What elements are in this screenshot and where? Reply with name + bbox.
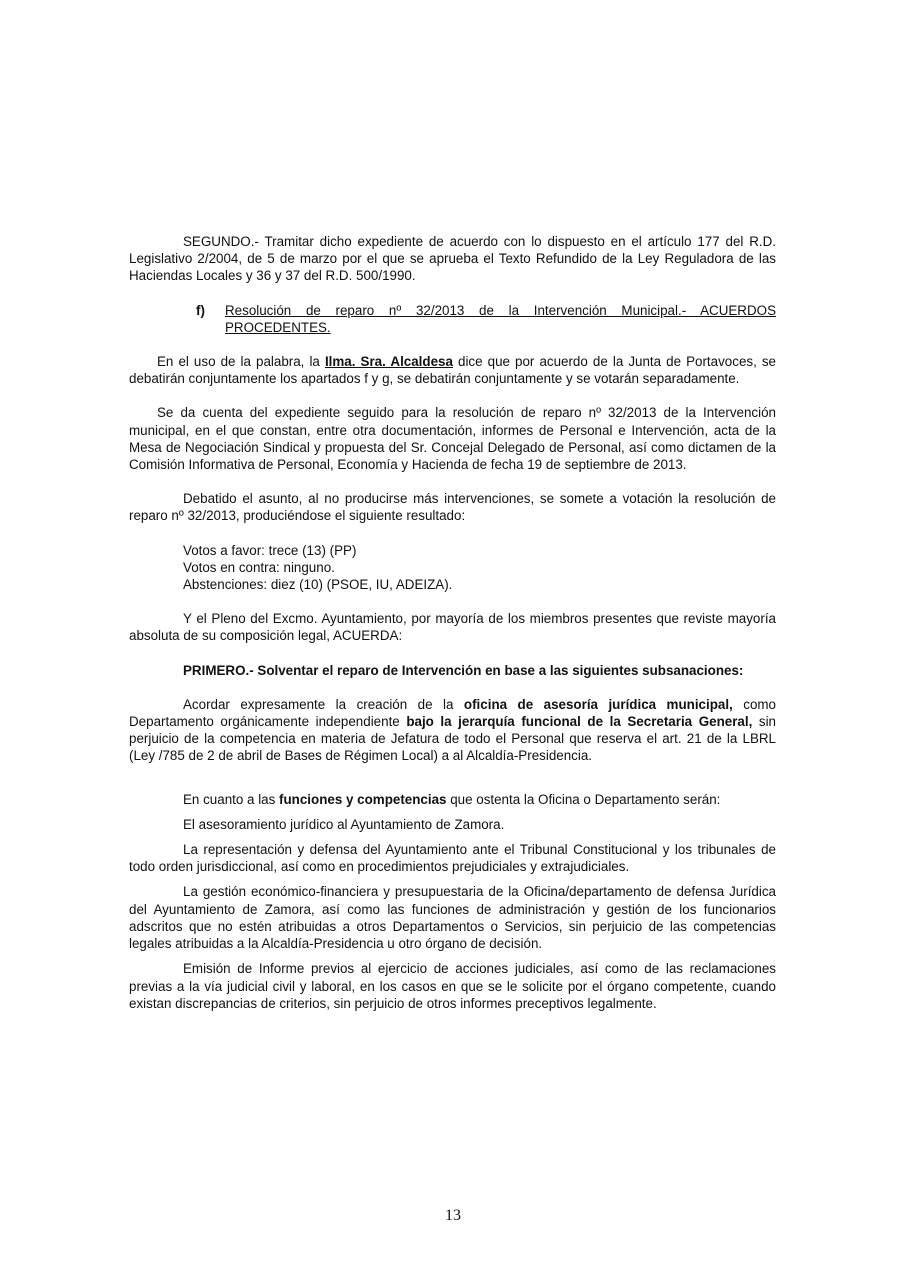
vote-results: [183, 542, 776, 594]
alcaldesa-name: Ilma. Sra. Alcaldesa: [324, 354, 453, 370]
paragraph-primero: PRIMERO.- Solventar el reparo de Intervención en base a las siguientes subsanaciones:: [183, 662, 744, 678]
section-heading-f: [196, 302, 776, 336]
paragraph-representacion: La representación y defensa del Ayuntamiento ante el Tribunal Constitucional y los tribunales de todo orden jurisdiccional, así como en procedimientos prejudiciales y extrajudiciales.: [129, 842, 776, 875]
votes-abstenciones: Abstenciones: diez (10) (PSOE, IU, ADEIZA).: [183, 577, 453, 593]
paragraph-pleno: Y el Pleno del Excmo. Ayuntamiento, por mayoría de los miembros presentes que reviste mayoría absoluta de su composición legal, ACUERDA:: [129, 611, 776, 644]
votes-contra: Votos en contra: ninguno.: [183, 559, 335, 575]
votes-favor: Votos a favor: trece (13) (PP): [183, 542, 357, 558]
section-letter: f): [196, 302, 205, 318]
paragraph-da-cuenta: Se da cuenta del expediente seguido para la resolución de reparo nº 32/2013 de la Intervención municipal, en el que constan, entre otra documentación, informes de Personal e Intervención, acta de la Mesa de Negociación Sindical y propuesta del Sr. Concejal Delegado de Personal, así como dictamen de la Comisión Informativa de Personal, Economía y Hacienda de fecha 19 de septiembre de 2013.: [129, 405, 776, 473]
paragraph-emision: Emisión de Informe previos al ejercicio de acciones judiciales, así como de las reclamaciones previas a la vía judicial civil y laboral, en los casos en que se le solicite por el órgano competente, cuando existan discrepancias de criterios, sin perjuicio de otros informes preceptivos legalmente.: [129, 961, 776, 1011]
section-title: Resolución de reparo nº 32/2013 de la Intervención Municipal.- ACUERDOS PROCEDENTES.: [225, 302, 776, 335]
paragraph-alcaldesa: En el uso de la palabra, la Ilma. Sra. Alcaldesa dice que por acuerdo de la Junta de Portavoces, se debatirán conjuntamente los apartados f y g, se debatirán conjuntamente y se votarán separadamente.: [129, 354, 777, 387]
paragraph-funciones: En cuanto a las funciones y competencias que ostenta la Oficina o Departamento serán:: [183, 791, 721, 807]
paragraph-asesoramiento: El asesoramiento jurídico al Ayuntamiento de Zamora.: [183, 816, 505, 832]
document-page: [129, 233, 776, 1012]
page-number: 13: [445, 1207, 461, 1224]
paragraph-segundo: SEGUNDO.- Tramitar dicho expediente de acuerdo con lo dispuesto en el artículo 177 del R.D. Legislativo 2/2004, de 5 de marzo por el que se aprueba el Texto Refundido de la Ley Reguladora de las Haciendas Locales y 36 y 37 del R.D. 500/1990.: [129, 234, 776, 284]
paragraph-gestion: La gestión económico-financiera y presupuestaria de la Oficina/departamento de defensa Jurídica del Ayuntamiento de Zamora, así como las funciones de administración y gestión de los funcionarios adscritos que no estén atribuidas a otros Departamentos o Servicios, sin perjuicio de las competencias legales atribuidas a la Alcaldía-Presidencia u otro órgano de decisión.: [129, 884, 776, 952]
paragraph-acordar: Acordar expresamente la creación de la oficina de asesoría jurídica municipal, como Departamento orgánicamente independiente bajo la jerarquía funcional de la Secretaria General, sin perjuicio de la competencia en materia de Jefatura de todo el Personal que reserva el art. 21 de la LBRL (Ley /785 de 2 de abril de Bases de Régimen Local) a al Alcaldía-Presidencia.: [129, 696, 777, 764]
paragraph-debatido: Debatido el asunto, al no producirse más intervenciones, se somete a votación la resolución de reparo nº 32/2013, produciéndose el siguiente resultado:: [129, 491, 776, 524]
